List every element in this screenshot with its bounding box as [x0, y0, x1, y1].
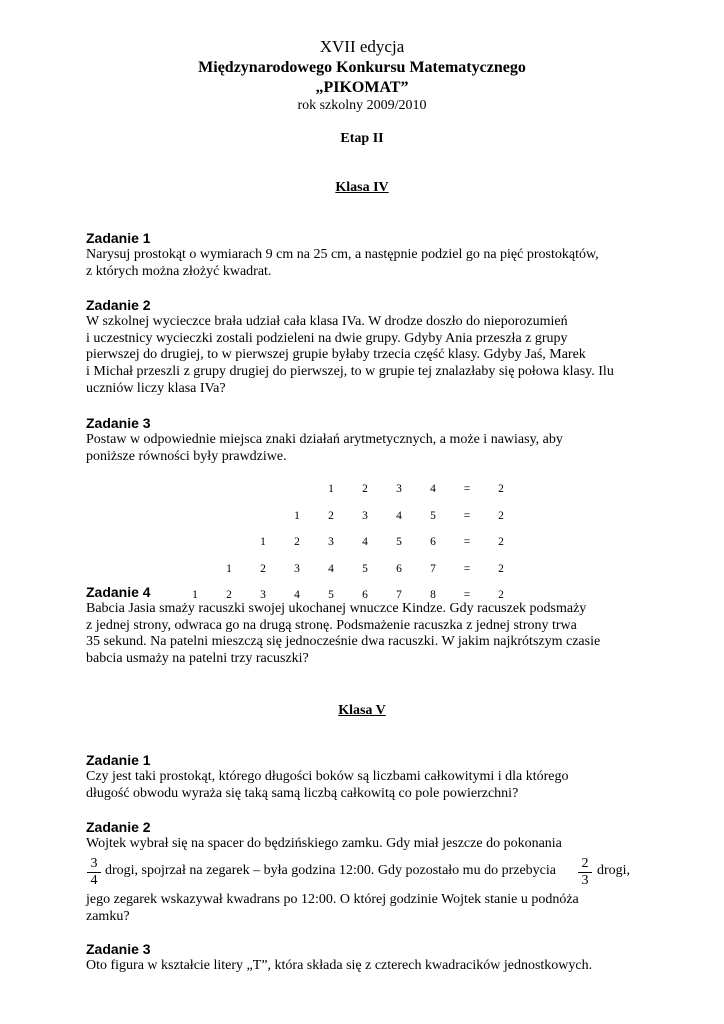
- task-heading: Zadanie 3: [86, 415, 151, 431]
- equation-number: 5: [430, 509, 436, 522]
- fraction-three-quarters: [87, 856, 101, 888]
- task-text-line: 35 sekund. Na patelni mieszczą się jednocześnie dwa racuszki. W jakim najkrótszym czasie: [86, 634, 601, 650]
- task-text-line: Postaw w odpowiednie miejsca znaki działań arytmetycznych, a może i nawiasy, aby: [86, 431, 563, 447]
- equation-number: 2: [260, 562, 266, 575]
- task-text-line: długość obwodu wyraża się taką samą liczbą całkowitą co pole powierzchni?: [86, 785, 519, 801]
- equation-number: 3: [260, 589, 266, 601]
- equation-number: 1: [328, 483, 334, 495]
- school-year: rok szkolny 2009/2010: [297, 98, 427, 113]
- edition-title: XVII edycja: [319, 37, 405, 56]
- task-text-line: i uczestnicy wycieczki zostali podzieleni na dwie grupy. Gdyby Ania przeszła z grupy: [86, 330, 568, 346]
- equation-number: 2: [498, 562, 504, 575]
- equation-number: 1: [192, 589, 198, 601]
- task-text-line: Czy jest taki prostokąt, którego długości boków są liczbami całkowitymi i dla którego: [86, 768, 569, 784]
- equals-sign: =: [463, 562, 471, 575]
- equals-sign: =: [463, 483, 471, 495]
- task-heading: Zadanie 1: [86, 752, 151, 768]
- equation-number: 4: [328, 562, 334, 575]
- task-text-line: Wojtek wybrał się na spacer do będzińskiego zamku. Gdy miał jeszcze do pokonania: [86, 835, 562, 851]
- class4-title: Klasa IV: [335, 180, 389, 195]
- class4-task4: [86, 584, 646, 668]
- equation-number: 1: [294, 509, 300, 522]
- class4-task1: [86, 230, 646, 280]
- equation-number: 4: [396, 509, 402, 522]
- equation-number: 3: [362, 509, 368, 522]
- task-heading: Zadanie 1: [86, 230, 151, 246]
- task-text-line: Babcia Jasia smaży racuszki swojej ukochanej wnuczce Kindze. Gdy racuszek podsmaży: [86, 600, 587, 616]
- task-heading: Zadanie 4: [86, 584, 151, 600]
- class5-task1: [86, 752, 646, 802]
- fraction-denominator: 3: [581, 873, 589, 888]
- task-text-line: drogi,: [597, 863, 631, 878]
- equation-number: 2: [294, 536, 300, 548]
- equation-number: 7: [430, 562, 436, 575]
- equation-number: 2: [498, 536, 504, 548]
- contest-brand: „PIKOMAT”: [315, 79, 409, 96]
- stage-title: Etap II: [340, 131, 384, 146]
- task-text-line: z których można złożyć kwadrat.: [86, 263, 272, 279]
- equation-number: 2: [498, 483, 504, 495]
- equals-sign: =: [463, 589, 471, 601]
- fraction-numerator: 3: [90, 856, 98, 871]
- equation-number: 6: [430, 536, 436, 548]
- equation-number: 7: [396, 589, 402, 601]
- equation-number: 5: [328, 589, 334, 601]
- task-text-line: Oto figura w kształcie litery „T”, która składa się z czterech kwadracików jednostkowych.: [86, 957, 593, 973]
- equation-number: 3: [294, 562, 300, 575]
- class4-task3: [86, 415, 646, 465]
- contest-name: Międzynarodowego Konkursu Matematycznego: [198, 59, 526, 76]
- task-text-line: zamku?: [86, 908, 130, 924]
- equation-number: 2: [328, 509, 334, 522]
- task-text-line: pierwszej do drugiej, to w pierwszej grupie byłaby trzecia część klasy. Gdyby Jaś, Marek: [86, 347, 586, 363]
- class5-task2: [86, 819, 656, 853]
- task-text-line: i Michał przeszli z grupy drugiej do pierwszej, to w grupie tej znalazłaby się połowa klasy. Ilu: [86, 364, 614, 380]
- equation-number: 4: [294, 589, 300, 601]
- equation-number: 1: [260, 536, 266, 548]
- task-heading: Zadanie 2: [86, 819, 151, 835]
- task-text-line: z jednej strony, odwraca go na drugą stronę. Podsmażenie racuszka z jednej strony trwa: [86, 617, 577, 633]
- task-text-line: W szkolnej wycieczce brała udział cała klasa IVa. W drodze doszło do nieporozumień: [86, 313, 568, 329]
- equation-number: 1: [226, 562, 232, 575]
- task-heading: Zadanie 2: [86, 297, 151, 313]
- fraction-denominator: 4: [90, 873, 98, 888]
- equation-number: 5: [362, 562, 368, 575]
- fraction-two-thirds: [578, 856, 592, 888]
- equation-number: 2: [498, 509, 504, 522]
- equation-number: 2: [362, 483, 368, 495]
- equation-number: 6: [362, 589, 368, 601]
- task-text-line: jego zegarek wskazywał kwadrans po 12:00. O której godzinie Wojtek stanie u podnóża: [86, 892, 579, 907]
- equation-number: 4: [430, 483, 436, 495]
- class4-task2: [86, 297, 646, 398]
- equation-number: 3: [328, 536, 334, 548]
- task-text-line: uczniów liczy klasa IVa?: [86, 380, 226, 396]
- equation-number: 3: [396, 483, 402, 495]
- equation-number: 2: [498, 589, 504, 601]
- task-heading: Zadanie 3: [86, 941, 151, 957]
- equation-number: 5: [396, 536, 402, 548]
- equals-sign: =: [463, 509, 471, 522]
- class5-title: Klasa V: [338, 703, 386, 718]
- class5-task2-continued: [86, 892, 646, 926]
- equation-number: 6: [396, 562, 402, 575]
- fraction-numerator: 2: [581, 856, 589, 871]
- equals-sign: =: [463, 536, 471, 548]
- equation-number: 4: [362, 536, 368, 548]
- equation-number: 8: [430, 589, 436, 601]
- class5-task3: [86, 941, 666, 975]
- task-text-line: drogi, spojrzał na zegarek – była godzina 12:00. Gdy pozostało mu do przebycia: [105, 863, 556, 878]
- task-text-line: Narysuj prostokąt o wymiarach 9 cm na 25 cm, a następnie podziel go na pięć prostokątów,: [86, 246, 599, 262]
- equation-number: 2: [226, 589, 232, 601]
- task-text-line: poniższe równości były prawdziwe.: [86, 448, 287, 464]
- task-text-line: babcia usmaży na patelni trzy racuszki?: [86, 651, 309, 667]
